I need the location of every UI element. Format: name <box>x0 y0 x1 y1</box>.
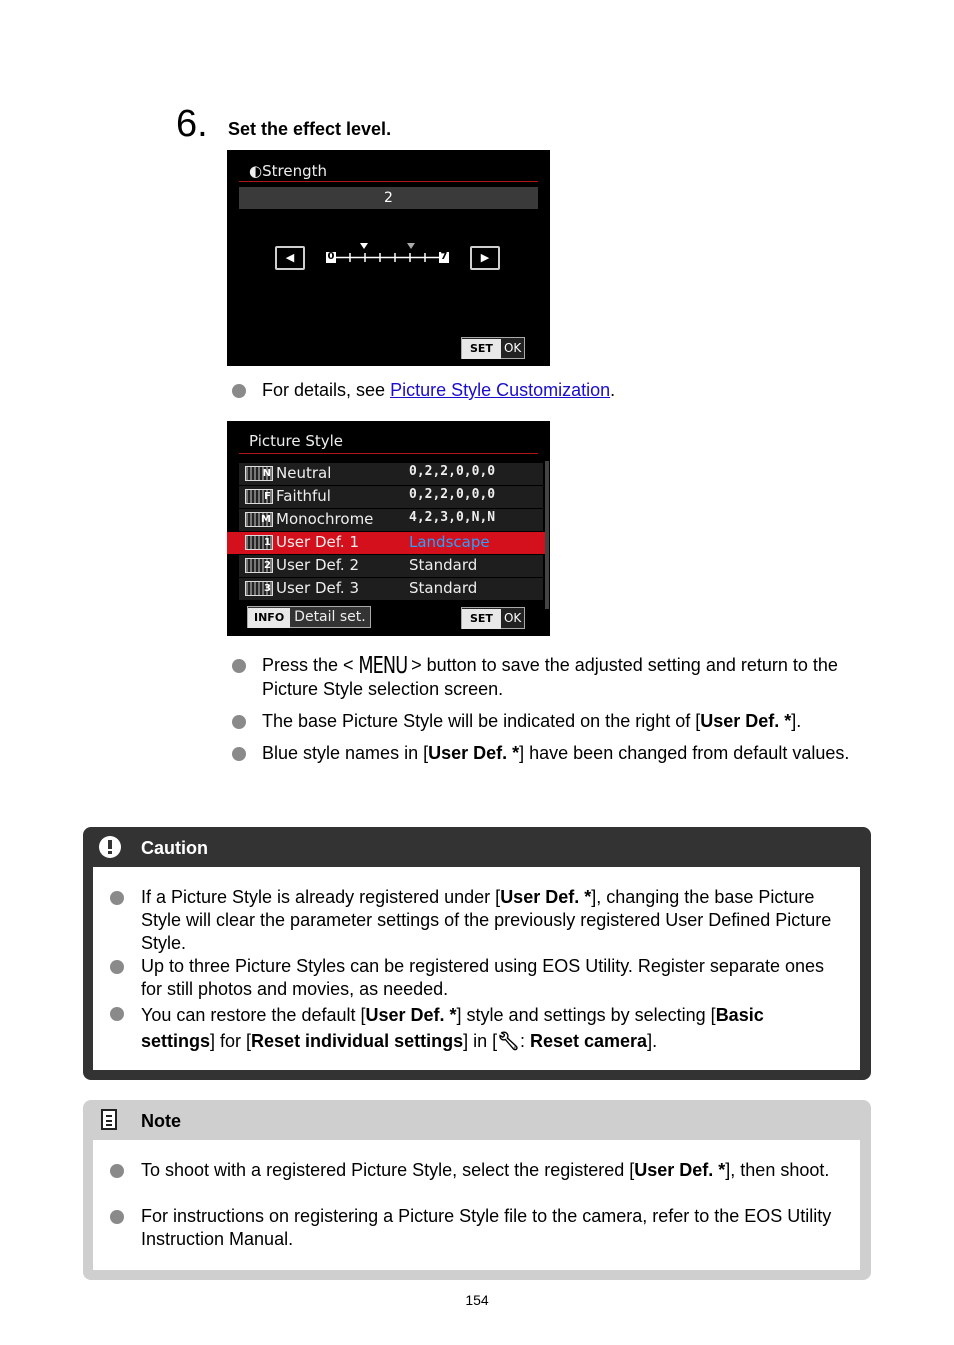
wrench-icon: 🔧︎ <box>497 1031 520 1051</box>
bullet-bold: User Def. * <box>428 743 520 763</box>
note-box <box>83 1100 871 1280</box>
bullet-menu <box>262 654 862 701</box>
scale-max-label: 7 <box>440 251 448 262</box>
bullet-dot <box>232 715 246 729</box>
item-bold: Basic settings <box>141 1005 764 1051</box>
item-bold: Reset individual settings <box>251 1031 464 1051</box>
caution-box <box>83 827 871 1080</box>
right-arrow-icon: ▶ <box>480 251 490 264</box>
style-base: Landscape <box>409 533 490 551</box>
style-name: User Def. 2 <box>276 556 360 574</box>
bullet-dot <box>232 659 246 673</box>
caution-body <box>93 867 860 1070</box>
bullet-text: > button to save the adjusted setting and return to the Picture Style selection screen. <box>262 655 838 699</box>
style-row-user-def-2[interactable] <box>239 555 543 577</box>
bullet-dot <box>110 891 124 905</box>
ok-label: OK <box>503 611 522 625</box>
strength-label: Strength <box>262 162 327 180</box>
bullet-dot <box>110 1164 124 1178</box>
caution-item <box>141 1002 841 1054</box>
item-text: : <box>519 1031 530 1051</box>
style-base: Standard <box>409 556 478 574</box>
item-bold: User Def. * <box>500 887 592 907</box>
note-title: Note <box>141 1111 181 1131</box>
note-body <box>93 1140 860 1270</box>
bullet-bold: User Def. * <box>700 711 792 731</box>
item-text: If a Picture Style is already registered under [ <box>141 887 501 907</box>
bullet-blue-names <box>262 742 862 765</box>
item-text: Up to three Picture Styles can be registered using EOS Utility. Register separate ones for still photos and movies, as needed. <box>141 956 824 999</box>
caution-icon <box>99 836 121 858</box>
header-divider <box>239 181 538 182</box>
style-user1-icon: 1 <box>245 535 273 550</box>
info-label: INFO <box>248 608 290 628</box>
bullet-dot <box>110 960 124 974</box>
item-text: ]. <box>647 1031 658 1051</box>
caution-item <box>141 955 841 1001</box>
style-row-user-def-1[interactable] <box>227 532 547 554</box>
set-ok-button[interactable] <box>461 607 525 629</box>
style-row-neutral[interactable] <box>239 463 543 485</box>
style-m-icon: M <box>245 512 273 527</box>
detail-label: Detail set. <box>294 609 366 625</box>
note-icon <box>101 1109 117 1130</box>
strength-icon: ◐ <box>249 162 263 180</box>
style-base: Standard <box>409 579 478 597</box>
note-item <box>141 1159 841 1182</box>
step-number: 6. <box>176 103 208 145</box>
style-params: 0,2,2,0,0,0 <box>409 464 496 479</box>
style-name: Neutral <box>276 464 332 482</box>
default-marker-icon <box>407 243 415 249</box>
bullet-dot <box>232 384 246 398</box>
scrollbar[interactable] <box>545 461 549 609</box>
set-label: SET <box>462 339 501 359</box>
decrease-button[interactable] <box>275 246 305 270</box>
bullet-period: . <box>610 380 616 400</box>
bullet-text: Blue style names in [ <box>262 743 429 763</box>
style-user2-icon: 2 <box>245 558 273 573</box>
style-name: User Def. 1 <box>276 533 360 551</box>
item-bold: Reset camera <box>529 1031 648 1051</box>
item-text: You can restore the default [ <box>141 1005 366 1025</box>
menu-button-icon: MENU <box>357 653 407 679</box>
item-text: ] for [ <box>210 1031 252 1051</box>
picture-style-screen <box>227 421 550 636</box>
scale-min-label: 0 <box>327 251 335 262</box>
bullet-text: Press the < <box>262 655 354 675</box>
bullet-dot <box>110 1210 124 1224</box>
note-item <box>141 1205 841 1251</box>
style-params: 4,2,3,0,N,N <box>409 510 496 525</box>
style-user3-icon: 3 <box>245 581 273 596</box>
item-bold: User Def. * <box>365 1005 457 1025</box>
item-bold: User Def. * <box>634 1160 726 1180</box>
bullet-text: ]. <box>791 711 802 731</box>
style-row-faithful[interactable] <box>239 486 543 508</box>
set-label: SET <box>462 609 501 629</box>
strength-screen <box>227 150 550 366</box>
picture-style-header: Picture Style <box>249 432 344 450</box>
item-text: ], changing the base Picture Style will clear the parameter settings of the previously registered User Defined Picture Style. <box>141 887 832 953</box>
caution-title: Caution <box>141 838 208 858</box>
increase-button[interactable] <box>470 246 500 270</box>
style-params: 0,2,2,0,0,0 <box>409 487 496 502</box>
style-row-monochrome[interactable] <box>239 509 543 531</box>
style-f-icon: F <box>245 489 273 504</box>
style-name: Monochrome <box>276 510 374 528</box>
bullet-text: The base Picture Style will be indicated on the right of [ <box>262 711 701 731</box>
strength-header <box>249 162 327 180</box>
item-text: For instructions on registering a Picture Style file to the camera, refer to the EOS Utility Instruction Manual. <box>141 1206 832 1249</box>
step-title: Set the effect level. <box>228 119 392 139</box>
current-marker-icon <box>360 243 368 249</box>
strength-scale[interactable] <box>323 240 455 270</box>
bullet-dot <box>110 1007 124 1021</box>
left-arrow-icon: ◀ <box>285 251 295 264</box>
style-name: User Def. 3 <box>276 579 360 597</box>
item-text: ] in [ <box>463 1031 498 1051</box>
header-divider <box>239 453 538 454</box>
detail-set-button[interactable] <box>247 606 371 628</box>
bullet-details <box>262 379 862 402</box>
bullet-text: For details, see <box>262 380 391 400</box>
bullet-text: ] have been changed from default values. <box>519 743 850 763</box>
style-n-icon: N <box>245 466 273 481</box>
item-text: To shoot with a registered Picture Style, select the registered [ <box>141 1160 635 1180</box>
ok-label: OK <box>503 341 522 355</box>
strength-value: 2 <box>239 187 538 209</box>
item-text: ] style and settings by selecting [ <box>456 1005 716 1025</box>
caution-item <box>141 886 841 955</box>
page-number: 154 <box>465 1292 489 1308</box>
style-name: Faithful <box>276 487 331 505</box>
item-text: ], then shoot. <box>725 1160 830 1180</box>
bullet-base-style <box>262 710 862 733</box>
customization-link[interactable]: Picture Style Customization <box>390 380 611 400</box>
style-row-user-def-3[interactable] <box>239 578 543 600</box>
set-ok-button[interactable] <box>461 337 525 359</box>
bullet-dot <box>232 747 246 761</box>
